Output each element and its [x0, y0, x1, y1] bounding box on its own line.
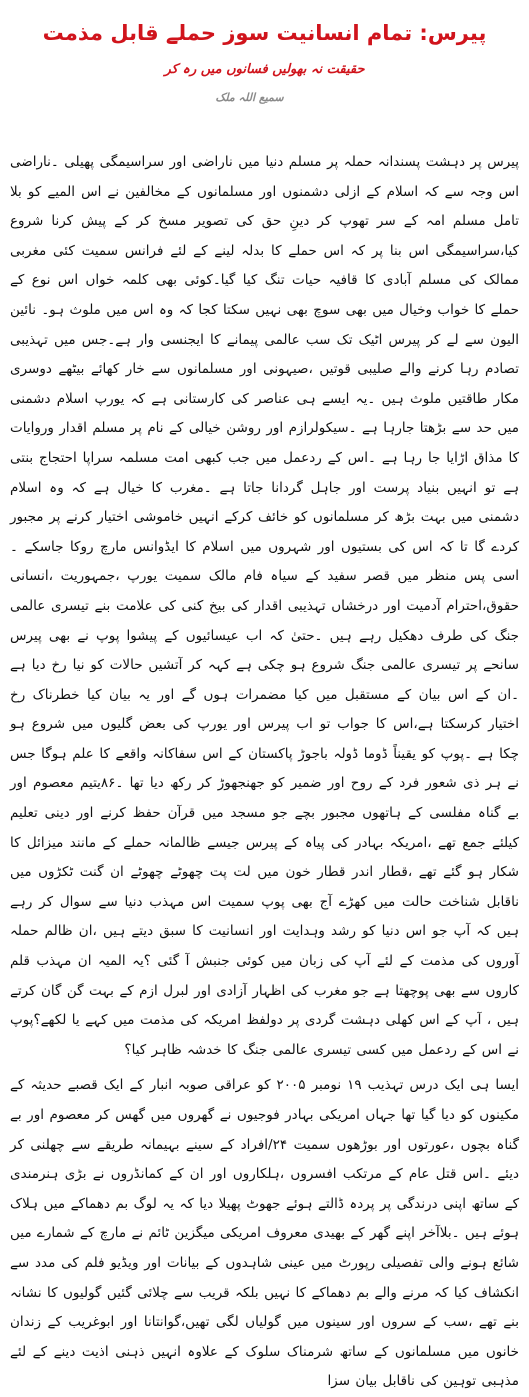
article-headline: پیرس: تمام انسانیت سوز حملے قابل مذمت [42, 21, 487, 45]
article-subheadline: حقیقت نہ بھولیں فسانوں میں رہ کر [164, 62, 365, 77]
article-body [10, 148, 519, 1397]
article-paragraph-2: ایسا ہی ایک درس تہذیب ۱۹ نومبر ۲۰۰۵ کو عراقی صوبہ انبار کے ایک قصبے حدیثہ کے مکینوں کو دیا گیا تھا جہاں امریکی بہادر فوجیوں نے گھروں میں گھس کر معصوم اور بے گناہ بچوں ،عورتوں اور بوڑھوں سمیت ۲۴/افراد کے سینے بہیمانہ طریقے سے چھلنی کر دیئے ۔اس قتل عام کے مرتکب افسروں ،ہلکاروں اور ان کے کمانڈروں نے بڑی ہنرمندی کے ساتھ اپنی درندگی پر پردہ ڈالتے ہوئے جھوٹ پھیلا دیا کہ یہ لوگ بم دھماکے میں ہلاک ہوئے ہیں ۔بلاآخر اپنے گھر کے بھیدی معروف امریکی میگزین ٹائم نے مارچ کے شمارے میں شائع ہونے والی تفصیلی رپورٹ میں عینی شاہدوں کے بیانات اور ویڈیو فلم کی مدد سے انکشاف کیا کہ مرنے والے بم دھماکے کا نہیں بلکہ قریب سے چلائی گئیں گولیوں کا نشانہ بنے تھے ،سب کے سروں اور سینوں میں گولیاں لگی تھیں،گوانتانا اور ابوغریب کے زندان خانوں میں مسلمانوں کے ساتھ شرمناک سلوک کے علاوہ انہیں ذہنی اذیت دینے کے لئے مذہبی توہین کی ناقابل بیان سزا [10, 1077, 519, 1390]
author-byline: سمیع اللہ ملک [215, 91, 284, 104]
article-paragraph-1: پیرس پر دہشت پسندانہ حملہ پر مسلم دنیا میں ناراضی اور سراسیمگی پھیلی ۔ناراضی اس وجہ سے کہ اسلام کے ازلی دشمنوں اور مسلمانوں کے مخالفین نے اس المیے کو بلا تامل مسلم امہ کے سر تھوپ کر دینِ حق کی تصویر مسخ کر کے پیش کرنا شروع کیا،سراسیمگی اس بنا پر کہ اس حملے کا بدلہ لینے کے لئے فرانس سمیت کئی مغربی ممالک کی مسلم آبادی کا قافیہ حیات تنگ کیا گیا۔کوئی بھی کلمہ خواں اس نوع کے حملے کا خواب وخیال میں بھی سوچ بھی نہیں سکتا کجا کہ وہ اس میں ملوث ہو۔ نائین الیون سے لے کر پیرس اٹیک تک سب عالمی پیمانے کا ایجنسی وار ہے۔جس میں تہذیبی تصادم رہا کرنے والے صلیبی قوتیں ،صیہونی اور مسلمانوں سے خار کھائے بیٹھے دوسری مکار طاقتیں ملوث ہیں ۔یہ ایسے ہی عناصر کی کارستانی ہے کہ یورپ اسلام دشمنی میں حد سے بڑھتا جارہا ہے ۔سیکولرازم اور روشن خیالی کے نام پر مسلم اقدار وروایات کا مذاق اڑایا جا رہا ہے ۔اس کے ردعمل میں جب کبھی امت مسلمہ سراپا احتجاج بنتی ہے تو انہیں بنیاد پرست اور جاہل گردانا جاتا ہے ۔مغرب کا خیال ہے کہ وہ اسلام دشمنی میں بہت بڑھ کر مسلمانوں کو خائف کرکے انہیں خاموشی اختیار کرنے پر مجبور کردے گا تا کہ اس کی بستیوں اور شہروں میں اسلام کا ایڈوانس مارچ روکا جاسکے ۔اسی پس منظر میں قصر سفید کے سیاہ فام مالک سمیت یورپ ،جمہوریت ،انسانی حقوق،احترام آدمیت اور درخشاں تہذیبی اقدار کی بیخ کنی کی علامت بنے تیسری عالمی جنگ کی طرف دھکیل رہے ہیں ۔حتیٰ کہ اب عیسائیوں کے پیشوا پوپ نے بھی پیرس سانحے پر تیسری عالمی جنگ شروع ہو چکی ہے کہہ کر آتشیں حالات کو نیا رخ دیا ہے ۔ان کے اس بیان کے مستقبل میں کیا مضمرات ہوں گے اور یہ بیان کیا خطرناک رخ اختیار کرسکتا ہے،اس کا جواب تو اب پیرس اور یورپ کی بعض گلیوں میں شروع ہو چکا ہے ۔پوپ کو یقیناً ڈوما ڈولہ باجوڑ پاکستان کے اس سفاکانہ واقعے کا علم ہوگا جس نے ہر ذی شعور فرد کے روح اور ضمیر کو جھنجھوڑ کر رکھ دیا تھا ۔۸۶یتیم معصوم اور بے گناہ مفلسی کے ہاتھوں مجبور بچے جو مسجد میں قرآن حفظ کرنے اور دینی تعلیم کیلئے جمع تھے ،امریکہ بہادر کی پیاہ کے پیرس جیسے ظالمانہ حملے کے مانند میزائل کا شکار ہو گئے تھے ،قطار اندر قطار خون میں لت پت چھوٹے چھوٹے ان گنت ٹکڑوں میں ناقابل شناخت حالت میں کھڑے آج بھی پوپ سمیت اس مہذب دنیا سے سوال کر رہے ہیں کہ آپ جو اس دنیا کو رشد وہدایت اور انسانیت کا سبق دیتے ہیں ،ان ظالم حملہ آوروں کی مذمت کے لئے آپ کی زبان میں کوئی جنبش آ گئی ؟یہ المیہ ان مہذب قلم کاروں سے بھی پوچھتا ہے جو مغرب کی اظہار آزادی اور لبرل ازم کے بہت گن گان کرتے ہیں ، آپ کے اس کھلی دہشت گردی پر دولفظ امریکہ کی مذمت میں کہے یا لکھے؟پوپ نے اس کے ردعمل میں کسی تیسری عالمی جنگ کا خدشہ ظاہر کیا؟ [10, 154, 520, 1058]
